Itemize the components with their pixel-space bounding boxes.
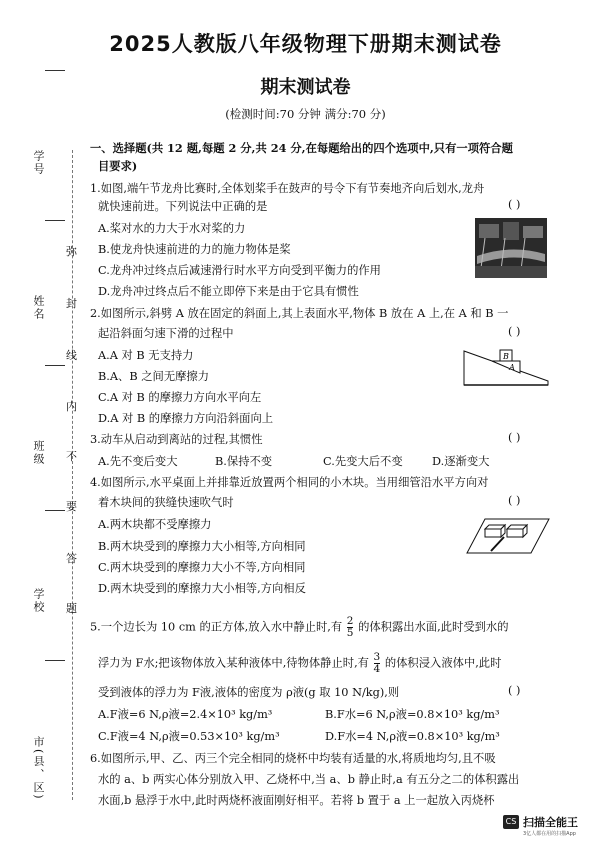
watermark-brand: 扫描全能王: [523, 816, 578, 829]
q5-stem-part2: 的体积露出水面,此时受到水的: [358, 620, 509, 634]
binding-rule: [45, 510, 65, 511]
q5-stem-part3: 浮力为 F水;把该物体放入某种液体中,待物体静止时,有: [98, 656, 369, 670]
q1-answer-paren: ( ): [508, 198, 521, 211]
binding-rule: [45, 70, 65, 71]
fraction-numerator: 2: [346, 615, 354, 627]
fraction-two-fifths: [347, 616, 354, 639]
incline-diagram: [462, 343, 550, 388]
seal-char: 答: [66, 552, 77, 565]
dragon-boat-photo: [475, 218, 547, 278]
seal-char: 弥: [66, 245, 77, 258]
q5-option-c: C.F液=4 N,ρ液=0.53×10³ kg/m³: [98, 730, 280, 743]
block-b-label: B: [503, 352, 509, 361]
fraction-denominator: 5: [346, 627, 354, 639]
cs-logo-icon: CS: [503, 815, 519, 829]
q6-stem-cont1: 水的 a、b 两实心体分别放入甲、乙烧杯中,当 a、b 静止时,a 有五分之二的体积露出: [98, 773, 520, 786]
q5-stem-line3: 受到液体的浮力为 F液,液体的密度为 ρ液(g 取 10 N/kg),则: [98, 686, 400, 699]
seal-char: 要: [66, 500, 77, 513]
q2-option-a: A.A 对 B 无支持力: [98, 349, 194, 362]
q2-option-b: B.A、B 之间无摩擦力: [98, 370, 210, 383]
seal-char: 线: [66, 349, 77, 362]
q3-option-a: A.先不变后变大: [98, 455, 178, 468]
q1-option-a: A.桨对水的力大于水对桨的力: [98, 222, 246, 235]
binding-rule: [45, 220, 65, 221]
q2-stem: 2.如图所示,斜劈 A 放在固定的斜面上,其上表面水平,物体 B 放在 A 上,在 A 和 B 一: [90, 307, 509, 320]
q4-stem: 4.如图所示,水平桌面上并排靠近放置两个相同的小木块。当用细管沿水平方向对: [90, 476, 489, 489]
q2-answer-paren: ( ): [508, 325, 521, 338]
q4-stem-cont: 着木块间的狭缝快速吹气时: [98, 496, 234, 509]
q3-option-d: D.逐渐变大: [432, 455, 490, 468]
q3-stem: 3.动车从启动到离站的过程,其惯性: [90, 433, 263, 446]
q5-stem: [90, 616, 509, 639]
q5-option-a: A.F液=6 N,ρ液=2.4×10³ kg/m³: [98, 708, 273, 721]
watermark-tagline: 3亿人都在用的扫描App: [523, 831, 576, 837]
binding-margin: [0, 0, 85, 849]
fraction-numerator: 3: [373, 651, 381, 663]
seal-char: 题: [66, 602, 77, 615]
q4-option-b: B.两木块受到的摩擦力大小相等,方向相同: [98, 540, 306, 553]
blocks-on-table-diagram: [465, 513, 551, 561]
q2-option-c: C.A 对 B 的摩擦力方向水平向左: [98, 391, 262, 404]
q5-option-d: D.F水=4 N,ρ液=0.8×10³ kg/m³: [325, 730, 500, 743]
q6-stem-cont2: 水面,b 悬浮于水中,此时两烧杯液面刚好相平。若将 b 置于 a 上一起放入丙烧杯: [98, 794, 495, 807]
seal-char: 封: [66, 297, 77, 310]
exam-subtitle: 期末测试卷: [260, 77, 351, 98]
q6-stem: 6.如图所示,甲、乙、丙三个完全相同的烧杯中均装有适量的水,将质地均匀,且不吸: [90, 752, 496, 765]
q1-stem-cont: 就快速前进。下列说法中正确的是: [98, 200, 268, 213]
q1-option-d: D.龙舟冲过终点后不能立即停下来是由于它具有惯性: [98, 285, 359, 298]
q5-answer-paren: ( ): [508, 684, 521, 697]
label-district: 市(县、区): [32, 736, 45, 801]
q4-option-d: D.两木块受到的摩擦力大小相等,方向相反: [98, 582, 306, 595]
q3-option-b: B.保持不变: [215, 455, 273, 468]
label-student-id: 学号: [32, 150, 45, 176]
q1-option-c: C.龙舟冲过终点后减速滑行时水平方向受到平衡力的作用: [98, 264, 381, 277]
q2-option-d: D.A 对 B 的摩擦力方向沿斜面向上: [98, 412, 274, 425]
section-heading-cont: 目要求): [98, 159, 138, 173]
binding-rule: [45, 365, 65, 366]
q5-stem-line2: [98, 652, 501, 675]
exam-meta: (检测时间:70 分钟 满分:70 分): [225, 107, 386, 121]
q5-stem-part1: 5.一个边长为 10 cm 的正方体,放入水中静止时,有: [90, 620, 343, 634]
wedge-a-label: A: [509, 363, 515, 372]
q1-stem: 1.如图,端午节龙舟比赛时,全体划桨手在鼓声的号令下有节奏地齐向后划水,龙舟: [90, 182, 485, 195]
seal-char: 不: [66, 450, 77, 463]
q3-answer-paren: ( ): [508, 431, 521, 444]
section-heading: 一、选择题(共 12 题,每题 2 分,共 24 分,在每题给出的四个选项中,只有一项符合题: [90, 141, 513, 155]
fraction-three-quarters: [374, 652, 381, 675]
q4-option-a: A.两木块都不受摩擦力: [98, 518, 212, 531]
page-title: 2025人教版八年级物理下册期末测试卷: [109, 32, 502, 56]
seal-char: 内: [66, 400, 77, 413]
q4-option-c: C.两木块受到的摩擦力大小不等,方向相同: [98, 561, 306, 574]
label-school: 学校: [32, 588, 45, 614]
q1-option-b: B.使龙舟快速前进的力的施力物体是桨: [98, 243, 291, 256]
q5-stem-part4: 的体积浸入液体中,此时: [384, 656, 502, 670]
q2-stem-cont: 起沿斜面匀速下滑的过程中: [98, 327, 234, 340]
q3-option-c: C.先变大后不变: [323, 455, 403, 468]
fraction-denominator: 4: [373, 663, 381, 675]
q5-option-b: B.F水=6 N,ρ液=0.8×10³ kg/m³: [325, 708, 500, 721]
binding-rule: [45, 660, 65, 661]
scanner-watermark: [503, 813, 603, 841]
label-class: 班级: [32, 440, 45, 466]
q4-answer-paren: ( ): [508, 494, 521, 507]
label-name: 姓名: [32, 295, 45, 321]
